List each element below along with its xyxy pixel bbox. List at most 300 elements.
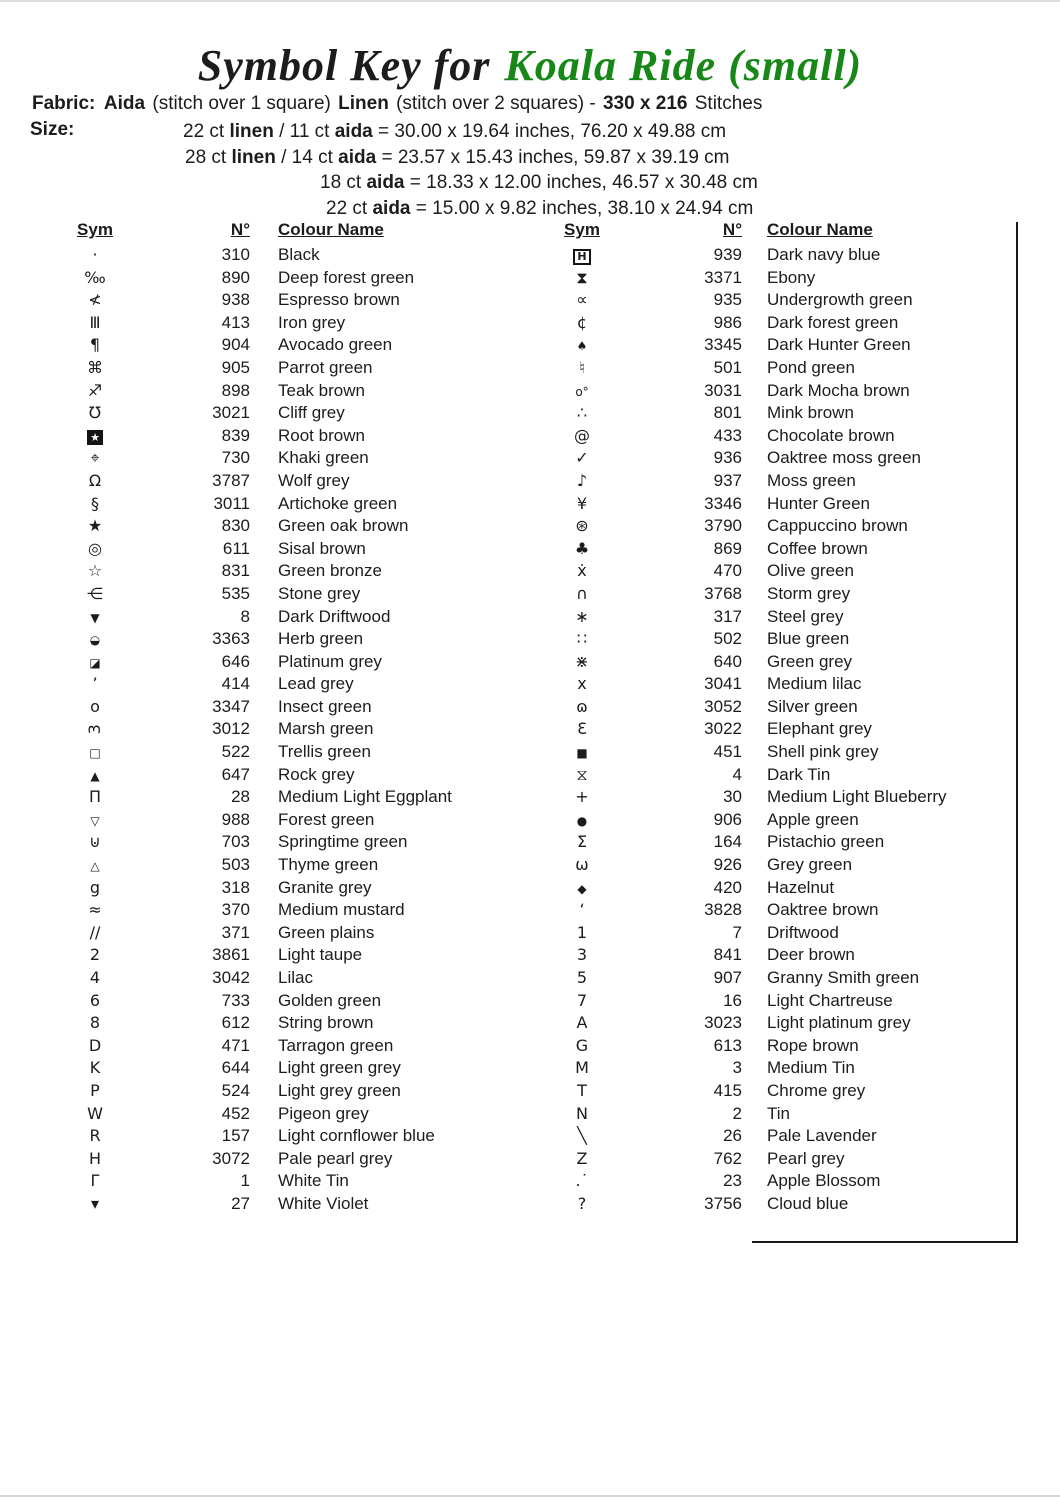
colour-name: Light taupe xyxy=(278,945,363,965)
key-row xyxy=(552,357,1018,380)
symbol-glyph: ⋲ xyxy=(87,583,103,603)
symbol-glyph: ✓ xyxy=(575,448,589,468)
symbol-glyph: ∷ xyxy=(576,629,588,649)
colour-name: Rock grey xyxy=(278,764,355,784)
text-segment: / 14 ct xyxy=(275,146,339,168)
colour-name: Tin xyxy=(767,1103,790,1123)
colour-name: Green plains xyxy=(278,922,375,942)
colour-name: Black xyxy=(278,245,320,264)
colour-name: Apple green xyxy=(767,809,859,829)
page-top-edge xyxy=(0,0,1060,2)
symbol-cell xyxy=(60,877,130,900)
colour-name: Ebony xyxy=(767,267,816,287)
symbol-cell xyxy=(60,1125,130,1148)
colour-name: White Tin xyxy=(278,1171,349,1191)
symbol-cell xyxy=(60,402,130,425)
colour-name: Cliff grey xyxy=(278,403,345,423)
key-row xyxy=(60,1035,530,1058)
symbol-glyph: H xyxy=(88,1148,102,1168)
floss-number: 730 xyxy=(221,448,250,468)
floss-number: 937 xyxy=(713,470,742,490)
floss-number: 3012 xyxy=(212,719,250,739)
floss-number: 433 xyxy=(713,425,742,445)
symbol-glyph: □ xyxy=(89,746,101,761)
symbol-glyph: Ⅲ xyxy=(89,312,101,332)
key-row xyxy=(552,944,1018,967)
floss-number: 907 xyxy=(713,968,742,987)
symbol-glyph: 2 xyxy=(89,945,101,965)
colour-name: Golden green xyxy=(278,990,382,1010)
key-row xyxy=(60,493,530,516)
symbol-glyph: ★ xyxy=(87,430,103,445)
key-row xyxy=(60,944,530,967)
key-row xyxy=(60,560,530,583)
key-row xyxy=(552,831,1018,854)
symbol-cell xyxy=(552,1080,612,1103)
colour-name: Steel grey xyxy=(767,606,844,626)
text-segment: Stitches xyxy=(689,93,763,114)
symbol-glyph: ◒ xyxy=(89,633,101,648)
symbol-cell xyxy=(552,786,612,809)
colour-name: String brown xyxy=(278,1013,374,1033)
colour-name: Pearl grey xyxy=(767,1148,845,1168)
colour-name: Pale Lavender xyxy=(767,1126,877,1146)
symbol-cell xyxy=(60,1080,130,1103)
key-row xyxy=(60,1012,530,1035)
symbol-cell xyxy=(552,1035,612,1058)
floss-number: 926 xyxy=(713,855,742,875)
text-segment: aida xyxy=(338,146,377,168)
floss-number: 452 xyxy=(221,1103,250,1123)
symbol-glyph: ∕∕ xyxy=(89,922,101,942)
symbol-glyph: ¢ xyxy=(576,312,588,332)
symbol-cell xyxy=(552,651,612,674)
key-row xyxy=(60,1057,530,1080)
text-segment: 330 x 216 xyxy=(602,93,688,114)
floss-number: 831 xyxy=(221,561,250,581)
floss-number: 23 xyxy=(723,1171,742,1191)
symbol-glyph: M xyxy=(575,1058,589,1078)
symbol-cell xyxy=(552,357,612,380)
floss-number: 3787 xyxy=(212,470,250,490)
key-row xyxy=(552,877,1018,900)
colour-name: Green oak brown xyxy=(278,516,409,536)
floss-number: 501 xyxy=(713,357,742,377)
symbol-cell xyxy=(60,628,130,652)
colour-name: Pistachio green xyxy=(767,832,885,852)
colour-name: Parrot green xyxy=(278,357,373,377)
symbol-glyph: ♣ xyxy=(574,538,590,558)
key-row xyxy=(60,357,530,380)
text-segment: aida xyxy=(366,172,405,193)
symbol-cell xyxy=(60,1103,130,1126)
floss-number: 164 xyxy=(713,832,742,852)
symbol-cell xyxy=(60,515,130,538)
symbol-cell xyxy=(60,560,130,583)
symbol-cell xyxy=(60,831,130,854)
colour-name: Storm grey xyxy=(767,583,851,603)
symbol-cell xyxy=(60,854,130,878)
floss-number: 503 xyxy=(221,855,250,875)
colour-name: Stone grey xyxy=(278,583,361,603)
floss-number: 762 xyxy=(713,1148,742,1168)
key-table-right xyxy=(552,220,1018,1216)
symbol-cell xyxy=(552,718,612,741)
symbol-cell xyxy=(552,922,612,945)
text-segment: 18 ct xyxy=(320,172,367,193)
floss-number: 935 xyxy=(713,290,742,310)
symbol-glyph: ▾ xyxy=(90,1193,100,1213)
symbol-glyph: ‰ xyxy=(84,267,106,287)
symbol-glyph: @ xyxy=(574,425,590,445)
symbol-cell xyxy=(60,696,130,719)
text-segment: = 18.33 x 12.00 inches, 46.57 x 30.48 cm xyxy=(404,172,758,193)
symbol-glyph: ⊛ xyxy=(575,516,589,536)
symbol-cell xyxy=(552,538,612,561)
symbol-glyph: o° xyxy=(575,384,589,399)
symbol-cell xyxy=(552,1193,612,1216)
key-row xyxy=(60,289,530,312)
symbol-cell xyxy=(60,1193,130,1216)
colour-name: Blue green xyxy=(767,629,850,649)
floss-number: 841 xyxy=(713,945,742,965)
key-row xyxy=(552,470,1018,493)
key-row xyxy=(60,470,530,493)
column-header-number: N° xyxy=(230,220,250,239)
symbol-glyph: o xyxy=(90,696,100,716)
size-line-2 xyxy=(30,145,980,171)
floss-number: 3371 xyxy=(704,267,742,287)
fabric-line xyxy=(30,93,762,115)
floss-number: 839 xyxy=(221,425,250,445)
symbol-glyph: H xyxy=(573,249,590,265)
symbol-cell xyxy=(60,809,130,833)
text-segment: / 11 ct xyxy=(273,121,335,142)
symbol-glyph: P xyxy=(90,1080,100,1100)
symbol-cell xyxy=(552,628,612,651)
colour-name: Forest green xyxy=(278,809,375,829)
floss-number: 3022 xyxy=(704,719,742,739)
symbol-cell xyxy=(60,244,130,267)
symbol-cell xyxy=(552,606,612,629)
symbol-glyph: ◎ xyxy=(88,538,102,558)
symbol-glyph: g xyxy=(89,877,101,897)
key-row xyxy=(60,538,530,561)
key-row xyxy=(552,425,1018,448)
floss-number: 371 xyxy=(221,922,250,942)
colour-name: Hazelnut xyxy=(767,877,835,897)
column-header-colour-name: Colour Name xyxy=(278,220,384,239)
key-row xyxy=(552,899,1018,922)
key-row xyxy=(552,1148,1018,1171)
colour-name: Springtime green xyxy=(278,832,408,852)
key-row xyxy=(552,696,1018,719)
key-row xyxy=(552,267,1018,290)
floss-number: 310 xyxy=(221,245,250,264)
floss-number: 890 xyxy=(221,267,250,287)
symbol-cell xyxy=(60,267,130,290)
floss-number: 3346 xyxy=(704,493,742,513)
floss-number: 703 xyxy=(221,832,250,852)
floss-number: 3023 xyxy=(704,1013,742,1033)
floss-number: 470 xyxy=(713,561,742,581)
symbol-cell xyxy=(60,899,130,922)
floss-number: 3347 xyxy=(212,696,250,716)
symbol-glyph: ℧ xyxy=(88,403,102,423)
floss-number: 8 xyxy=(240,606,250,626)
colour-name: Hunter Green xyxy=(767,493,870,513)
colour-name: Green grey xyxy=(767,651,853,671)
colour-name: Pale pearl grey xyxy=(278,1148,393,1168)
floss-number: 830 xyxy=(221,516,250,536)
page-title xyxy=(0,40,1060,91)
symbol-cell xyxy=(60,289,130,312)
floss-number: 612 xyxy=(221,1013,250,1033)
symbol-cell xyxy=(552,741,612,765)
symbol-glyph: ♐ xyxy=(87,380,103,400)
symbol-cell xyxy=(60,425,130,448)
floss-number: 905 xyxy=(221,357,250,377)
symbol-cell xyxy=(552,764,612,787)
key-row xyxy=(60,1170,530,1193)
symbol-glyph: + xyxy=(575,787,589,807)
floss-number: 3031 xyxy=(704,380,742,400)
key-table-right-header xyxy=(552,220,1018,244)
key-row xyxy=(60,854,530,877)
key-row xyxy=(60,967,530,990)
floss-number: 370 xyxy=(221,900,250,920)
symbol-glyph: § xyxy=(91,493,99,513)
text-segment: Aida xyxy=(99,93,146,114)
symbol-glyph: .˙ xyxy=(575,1171,589,1191)
symbol-cell xyxy=(60,1035,130,1058)
symbol-glyph: ⋇ xyxy=(575,651,589,671)
key-row xyxy=(552,583,1018,606)
colour-name: Granite grey xyxy=(278,877,372,897)
symbol-glyph: · xyxy=(92,245,98,264)
symbol-glyph: ★ xyxy=(87,516,103,536)
table-right-border xyxy=(1016,222,1018,1243)
colour-name: Trellis green xyxy=(278,742,371,762)
floss-number: 3861 xyxy=(212,945,250,965)
symbol-glyph: Γ xyxy=(90,1171,100,1191)
key-row xyxy=(552,854,1018,877)
floss-number: 3041 xyxy=(704,674,742,694)
size-label: Size: xyxy=(30,119,75,140)
symbol-glyph: ’ xyxy=(92,674,98,694)
colour-name: Light platinum grey xyxy=(767,1013,911,1033)
symbol-cell xyxy=(60,741,130,765)
symbol-cell xyxy=(60,493,130,516)
colour-name: Granny Smith green xyxy=(767,968,920,987)
key-row xyxy=(60,877,530,900)
symbol-glyph: ⌘ xyxy=(87,357,103,377)
key-row xyxy=(552,380,1018,403)
floss-number: 869 xyxy=(713,538,742,558)
key-row xyxy=(552,651,1018,674)
key-row xyxy=(60,1148,530,1171)
floss-number: 3 xyxy=(732,1058,742,1078)
floss-number: 30 xyxy=(723,787,742,807)
colour-name: Espresso brown xyxy=(278,290,400,310)
symbol-glyph: ¶ xyxy=(89,335,101,355)
floss-number: 3790 xyxy=(704,516,742,536)
text-segment: linen xyxy=(229,121,274,142)
symbol-cell xyxy=(60,990,130,1013)
floss-number: 414 xyxy=(221,674,250,694)
floss-number: 646 xyxy=(221,651,250,671)
text-segment: Fabric: xyxy=(32,93,96,114)
symbol-cell xyxy=(60,1057,130,1080)
floss-number: 904 xyxy=(221,335,250,355)
symbol-glyph: ∗ xyxy=(575,606,589,626)
symbol-cell xyxy=(552,696,612,719)
column-header-sym: Sym xyxy=(564,220,600,239)
table-bottom-border xyxy=(752,1241,1018,1243)
key-row xyxy=(552,402,1018,425)
colour-name: Teak brown xyxy=(278,380,365,400)
symbol-glyph: Ɛ xyxy=(577,719,587,739)
symbol-cell xyxy=(60,312,130,335)
key-row xyxy=(60,718,530,741)
colour-name: Herb green xyxy=(278,629,364,649)
colour-name: Cappuccino brown xyxy=(767,516,908,536)
symbol-glyph: Ω xyxy=(88,470,102,490)
symbol-glyph: ♮ xyxy=(579,357,585,377)
floss-number: 1 xyxy=(240,1171,250,1191)
floss-number: 3756 xyxy=(704,1193,742,1213)
symbol-cell xyxy=(552,990,612,1013)
symbol-glyph: ♪ xyxy=(576,470,588,490)
colour-name: Medium Light Eggplant xyxy=(278,787,452,807)
floss-number: 644 xyxy=(221,1058,250,1078)
key-row xyxy=(60,651,530,674)
symbol-glyph: ẋ xyxy=(577,561,587,581)
key-row xyxy=(552,1057,1018,1080)
key-row xyxy=(60,1193,530,1216)
colour-name: Dark forest green xyxy=(767,312,899,332)
floss-number: 938 xyxy=(221,290,250,310)
symbol-cell xyxy=(60,944,130,967)
symbol-cell xyxy=(60,606,130,630)
symbol-glyph: ¥ xyxy=(576,493,588,513)
symbol-cell xyxy=(552,967,612,990)
symbol-glyph: N xyxy=(576,1103,588,1123)
colour-name: Driftwood xyxy=(767,922,839,942)
colour-name: Oaktree moss green xyxy=(767,448,922,468)
symbol-cell xyxy=(60,764,130,788)
floss-number: 157 xyxy=(221,1126,250,1146)
symbol-glyph: ? xyxy=(577,1193,587,1213)
colour-name: Lead grey xyxy=(278,674,354,694)
symbol-glyph: T xyxy=(577,1080,587,1100)
symbol-cell xyxy=(60,1012,130,1035)
floss-number: 16 xyxy=(723,990,742,1010)
symbol-cell xyxy=(60,583,130,606)
key-row xyxy=(552,1170,1018,1193)
floss-number: 939 xyxy=(713,245,742,264)
floss-number: 535 xyxy=(221,583,250,603)
key-row xyxy=(60,764,530,787)
floss-number: 7 xyxy=(732,922,742,942)
key-row xyxy=(552,1103,1018,1126)
floss-number: 3042 xyxy=(212,968,250,987)
colour-name: White Violet xyxy=(278,1193,369,1213)
key-row xyxy=(60,1080,530,1103)
title-prefix: Symbol Key for xyxy=(197,41,491,90)
colour-name: Light Chartreuse xyxy=(767,990,893,1010)
key-row xyxy=(60,606,530,629)
symbol-cell xyxy=(60,1148,130,1171)
floss-number: 801 xyxy=(713,403,742,423)
symbol-glyph: ☆ xyxy=(87,561,103,581)
floss-number: 3345 xyxy=(704,335,742,355)
symbol-glyph: x xyxy=(577,674,587,694)
symbol-cell xyxy=(60,380,130,403)
symbol-glyph: K xyxy=(89,1058,101,1078)
floss-number: 906 xyxy=(713,809,742,829)
colour-name: Mink brown xyxy=(767,403,854,423)
symbol-cell xyxy=(60,470,130,493)
symbol-glyph: ⊍ xyxy=(89,832,101,852)
floss-number: 28 xyxy=(231,787,250,807)
symbol-cell xyxy=(552,267,612,290)
floss-number: 3011 xyxy=(213,493,250,513)
key-row xyxy=(552,628,1018,651)
text-segment: aida xyxy=(334,121,373,142)
key-row xyxy=(60,786,530,809)
colour-name: Artichoke green xyxy=(278,493,398,513)
symbol-cell xyxy=(60,922,130,945)
colour-name: Rope brown xyxy=(767,1035,859,1055)
colour-name: Deer brown xyxy=(767,945,855,965)
floss-number: 640 xyxy=(713,651,742,671)
key-row xyxy=(552,1012,1018,1035)
key-row xyxy=(60,673,530,696)
symbol-cell xyxy=(552,673,612,696)
text-segment: (stitch over 1 square) xyxy=(147,93,337,114)
text-segment: = 30.00 x 19.64 inches, 76.20 x 49.88 cm xyxy=(372,121,727,142)
symbol-glyph: R xyxy=(89,1126,101,1146)
colour-name: Moss green xyxy=(767,470,856,490)
floss-number: 471 xyxy=(221,1035,250,1055)
symbol-cell xyxy=(552,854,612,877)
colour-name: Deep forest green xyxy=(278,267,415,287)
floss-number: 613 xyxy=(713,1035,742,1055)
key-row xyxy=(60,922,530,945)
text-segment: 22 ct xyxy=(183,121,230,142)
colour-name: Light green grey xyxy=(278,1058,401,1078)
floss-number: 3021 xyxy=(212,403,250,423)
text-segment: 28 ct xyxy=(185,146,232,168)
colour-name: Dark Mocha brown xyxy=(767,380,910,400)
symbol-glyph: ◪ xyxy=(89,655,101,670)
colour-name: Apple Blossom xyxy=(767,1171,881,1191)
floss-number: 986 xyxy=(713,312,742,332)
symbol-glyph: Σ xyxy=(576,832,588,852)
text-segment: = 23.57 x 15.43 inches, 59.87 x 39.19 cm xyxy=(376,146,730,168)
key-row xyxy=(60,244,530,267)
key-row xyxy=(60,583,530,606)
symbol-glyph: ∝ xyxy=(576,290,588,310)
colour-name: Lilac xyxy=(278,968,313,987)
key-row xyxy=(60,447,530,470)
colour-name: Pigeon grey xyxy=(278,1103,369,1123)
symbol-glyph: ▽ xyxy=(90,813,100,828)
key-row xyxy=(552,718,1018,741)
title-pattern-name: Koala Ride (small) xyxy=(504,41,863,90)
symbol-glyph: 3 xyxy=(576,945,588,965)
